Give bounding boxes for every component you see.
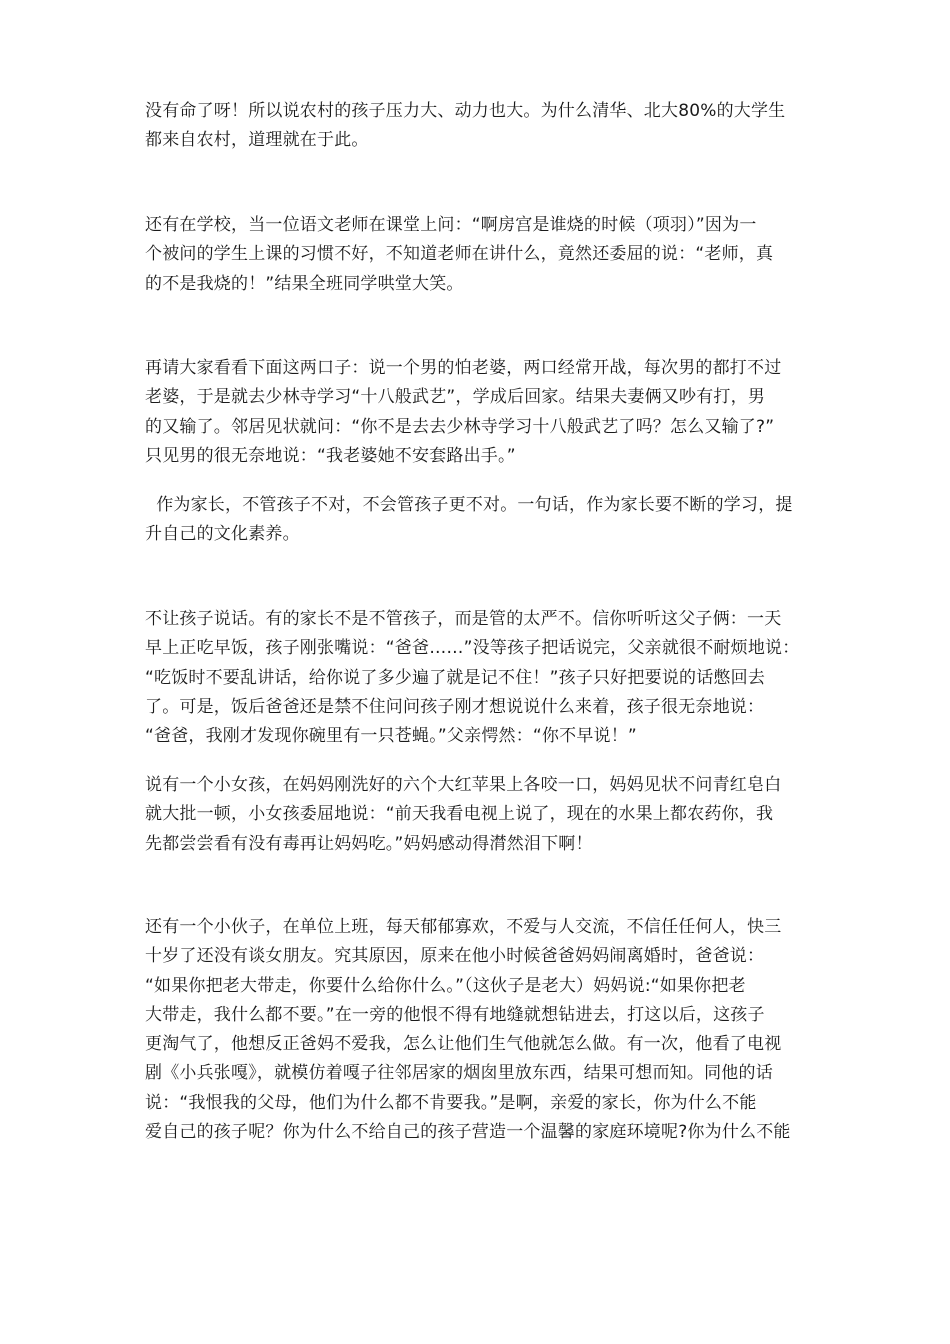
text-line: “爸爸，我刚才发现你碗里有一只苍蝇。”父亲愕然：“你不早说！”	[145, 726, 637, 747]
text-line: 说有一个小女孩，在妈妈刚洗好的六个大红苹果上各咬一口，妈妈见状不问青红皂白	[145, 775, 782, 795]
text-line: 先都尝尝看有没有毒再让妈妈吃。”妈妈感动得潸然泪下啊！	[145, 833, 593, 854]
text-line: “如果你把老大带走，你要什么给你什么。”（这伙子是老大）妈妈说:“如果你把老	[145, 975, 746, 996]
text-line: 十岁了还没有谈女朋友。究其原因，原来在他小时候爸爸妈妈闹离婚时，爸爸说：	[145, 946, 765, 967]
text-line: 还有在学校，当一位语文老师在课堂上问：“啊房宫是谁烧的时候（项羽）”因为一	[145, 215, 757, 235]
paragraph-3	[145, 354, 825, 471]
paragraph-2	[145, 211, 825, 299]
text-line: 了。可是，饭后爸爸还是禁不住问问孩子刚才想说说什么来着，孩子很无奈地说：	[145, 696, 765, 717]
text-line: 就大批一顿，小女孩委屈地说：“前天我看电视上说了，现在的水果上都农药你，我	[145, 804, 774, 825]
text-line: 升自己的文化素养。	[145, 524, 300, 545]
text-line: 的不是我烧的！”结果全班同学哄堂大笑。	[145, 273, 464, 294]
text-line: 都来自农村，道理就在于此。	[145, 130, 369, 151]
text-line: “吃饭时不要乱讲话，给你说了多少遍了就是记不住！”孩子只好把要说的话憋回去	[145, 667, 766, 688]
text-line: 还有一个小伙子，在单位上班，每天郁郁寡欢，不爱与人交流，不信任任何人，快三	[145, 917, 782, 937]
text-line: 大带走，我什么都不要。”在一旁的他恨不得有地缝就想钻进去，打这以后，这孩子	[145, 1004, 765, 1025]
text-line: 没有命了呀！所以说农村的孩子压力大、动力也大。为什么清华、北大80%的大学生	[145, 101, 786, 121]
text-line: 不让孩子说话。有的家长不是不管孩子，而是管的太严不。信你听听这父子俩：一天	[145, 609, 782, 629]
text-line: 早上正吃早饭，孩子刚张嘴说：“爸爸……”没等孩子把话说完，父亲就很不耐烦地说：	[145, 638, 800, 659]
text-line: 爱自己的孩子呢？你为什么不给自己的孩子营造一个温馨的家庭环境呢?你为什么不能	[145, 1122, 791, 1143]
paragraph-4	[145, 491, 825, 550]
paragraph-5	[145, 605, 825, 751]
text-line: 只见男的很无奈地说：“我老婆她不安套路出手。”	[145, 445, 516, 466]
text-line: 再请大家看看下面这两口子：说一个男的怕老婆，两口经常开战，每次男的都打不过	[145, 358, 782, 378]
text-line: 说：“我恨我的父母，他们为什么都不肯要我。”是啊，亲爱的家长，你为什么不能	[145, 1092, 757, 1113]
text-line: 更淘气了，他想反正爸妈不爱我，怎么让他们生气他就怎么做。有一次，他看了电视	[145, 1034, 782, 1055]
paragraph-1	[145, 97, 825, 156]
text-line: 老婆，于是就去少林寺学习“十八般武艺”，学成后回家。结果夫妻俩又吵有打，男	[145, 387, 766, 408]
paragraph-6	[145, 771, 825, 859]
text-line: 作为家长，不管孩子不对，不会管孩子更不对。一句话，作为家长要不断的学习，提	[145, 495, 793, 515]
text-line: 的又输了。邻居见状就问：“你不是去去少林寺学习十八般武艺了吗？怎么又输了?”	[145, 416, 775, 437]
text-line: 个被问的学生上课的习惯不好，不知道老师在讲什么，竟然还委屈的说：“老师，真	[145, 244, 774, 265]
paragraph-7	[145, 913, 825, 1147]
text-line: 剧《小兵张嘎》，就模仿着嘎子往邻居家的烟囱里放东西，结果可想而知。同他的话	[145, 1063, 773, 1084]
